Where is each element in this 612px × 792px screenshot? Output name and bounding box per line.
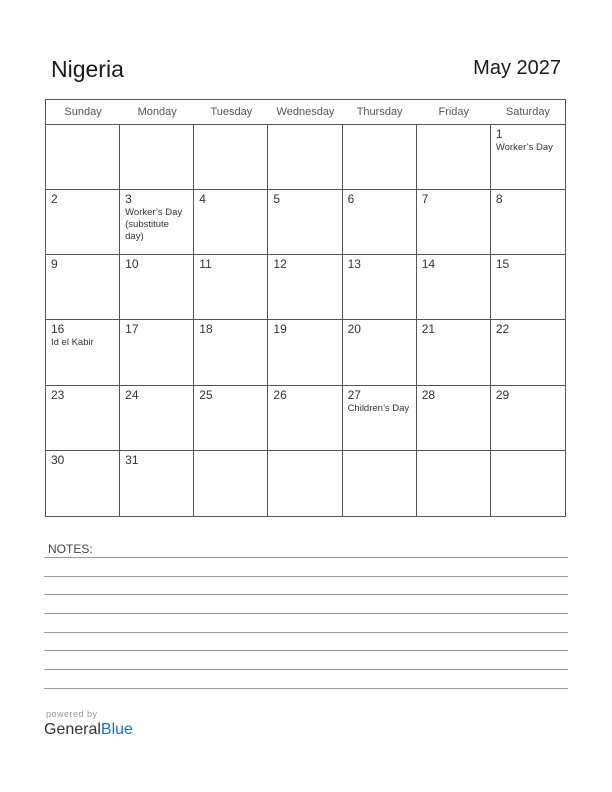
holiday-label: Worker’s Day bbox=[495, 142, 553, 153]
weekday-header bbox=[46, 100, 565, 125]
weekday-thursday: Thursday bbox=[356, 106, 403, 118]
month-title: May 2027 bbox=[473, 57, 561, 79]
day-cell bbox=[268, 190, 342, 255]
day-cell bbox=[491, 451, 565, 516]
weekday-wednesday: Wednesday bbox=[276, 106, 335, 118]
weekday-sunday: Sunday bbox=[64, 106, 102, 118]
calendar-grid bbox=[45, 99, 566, 517]
day-cell bbox=[194, 386, 268, 451]
weekday-tuesday: Tuesday bbox=[210, 106, 253, 118]
note-line bbox=[44, 688, 568, 689]
day-cell bbox=[343, 451, 417, 516]
brand-general: General bbox=[44, 721, 101, 738]
day-cell bbox=[194, 255, 268, 320]
day-cell bbox=[343, 125, 417, 190]
day-number: 22 bbox=[495, 322, 510, 337]
day-cell bbox=[120, 125, 194, 190]
day-cell bbox=[343, 255, 417, 320]
day-number: 25 bbox=[199, 387, 213, 402]
note-line bbox=[44, 632, 568, 633]
day-cell bbox=[120, 451, 194, 516]
day-cell bbox=[417, 320, 491, 385]
day-number: 28 bbox=[421, 387, 436, 402]
day-number: 15 bbox=[495, 257, 510, 272]
day-cell bbox=[343, 190, 417, 255]
day-cell bbox=[194, 320, 268, 385]
note-line bbox=[44, 669, 568, 670]
day-number: 3 bbox=[125, 192, 132, 207]
day-cell bbox=[268, 386, 342, 451]
day-cell bbox=[46, 190, 120, 255]
weekday-monday: Monday bbox=[137, 106, 177, 118]
note-line bbox=[44, 557, 568, 558]
day-cell bbox=[491, 320, 565, 385]
holiday-label: Worker’s Day (substitute day) bbox=[125, 207, 183, 243]
day-number: 10 bbox=[125, 257, 139, 272]
note-line bbox=[44, 594, 568, 595]
day-number: 13 bbox=[347, 257, 361, 272]
day-cell bbox=[268, 255, 342, 320]
day-number: 11 bbox=[199, 257, 212, 272]
calendar-days bbox=[46, 125, 565, 516]
holiday-label: Id el Kabir bbox=[51, 337, 94, 349]
day-number: 4 bbox=[199, 192, 206, 207]
day-cell bbox=[268, 451, 342, 516]
day-number: 6 bbox=[347, 192, 355, 207]
note-line bbox=[44, 576, 568, 577]
notes-label: NOTES: bbox=[48, 542, 93, 556]
day-cell bbox=[46, 386, 120, 451]
day-number: 16 bbox=[51, 322, 65, 337]
day-cell bbox=[491, 386, 565, 451]
day-cell bbox=[417, 125, 491, 190]
day-cell bbox=[120, 386, 194, 451]
day-cell bbox=[417, 255, 491, 320]
day-number: 7 bbox=[421, 192, 429, 207]
day-number: 5 bbox=[273, 192, 281, 207]
day-cell bbox=[194, 125, 268, 190]
day-number: 9 bbox=[51, 257, 58, 272]
day-number: 12 bbox=[273, 257, 287, 272]
day-number: 2 bbox=[51, 192, 58, 207]
powered-by-label: powered by bbox=[46, 709, 98, 719]
day-number: 18 bbox=[199, 322, 213, 337]
brand-blue: Blue bbox=[100, 721, 133, 738]
day-number: 1 bbox=[495, 127, 503, 141]
day-cell bbox=[491, 190, 565, 255]
day-number: 8 bbox=[495, 192, 503, 207]
day-cell bbox=[491, 255, 565, 320]
day-number: 24 bbox=[125, 387, 139, 402]
day-cell bbox=[120, 190, 194, 255]
day-number: 29 bbox=[495, 387, 510, 402]
day-cell bbox=[343, 386, 417, 451]
day-number: 31 bbox=[125, 452, 139, 467]
day-cell bbox=[120, 320, 194, 385]
day-cell bbox=[268, 125, 342, 190]
day-number: 20 bbox=[347, 322, 361, 337]
day-number: 14 bbox=[421, 257, 436, 272]
day-cell bbox=[120, 255, 194, 320]
day-number: 26 bbox=[273, 387, 287, 402]
day-number: 30 bbox=[51, 452, 65, 467]
day-number: 21 bbox=[421, 322, 436, 337]
day-cell bbox=[343, 320, 417, 385]
weekday-saturday: Saturday bbox=[505, 106, 550, 118]
day-cell bbox=[46, 255, 120, 320]
day-number: 27 bbox=[347, 387, 361, 402]
day-number: 17 bbox=[125, 322, 139, 337]
holiday-label: Children’s Day bbox=[347, 402, 410, 414]
country-title: Nigeria bbox=[51, 56, 124, 82]
day-cell bbox=[46, 320, 120, 385]
note-line bbox=[44, 650, 568, 651]
day-cell bbox=[491, 125, 565, 190]
day-cell bbox=[46, 451, 120, 516]
day-number: 19 bbox=[273, 322, 287, 337]
day-cell bbox=[194, 190, 268, 255]
day-number: 23 bbox=[51, 387, 65, 402]
day-cell bbox=[417, 451, 491, 516]
day-cell bbox=[417, 386, 491, 451]
day-cell bbox=[417, 190, 491, 255]
day-cell bbox=[194, 451, 268, 516]
note-line bbox=[44, 613, 568, 614]
brand-logo[interactable] bbox=[44, 721, 133, 739]
day-cell bbox=[268, 320, 342, 385]
weekday-friday: Friday bbox=[438, 106, 470, 118]
day-cell bbox=[46, 125, 120, 190]
